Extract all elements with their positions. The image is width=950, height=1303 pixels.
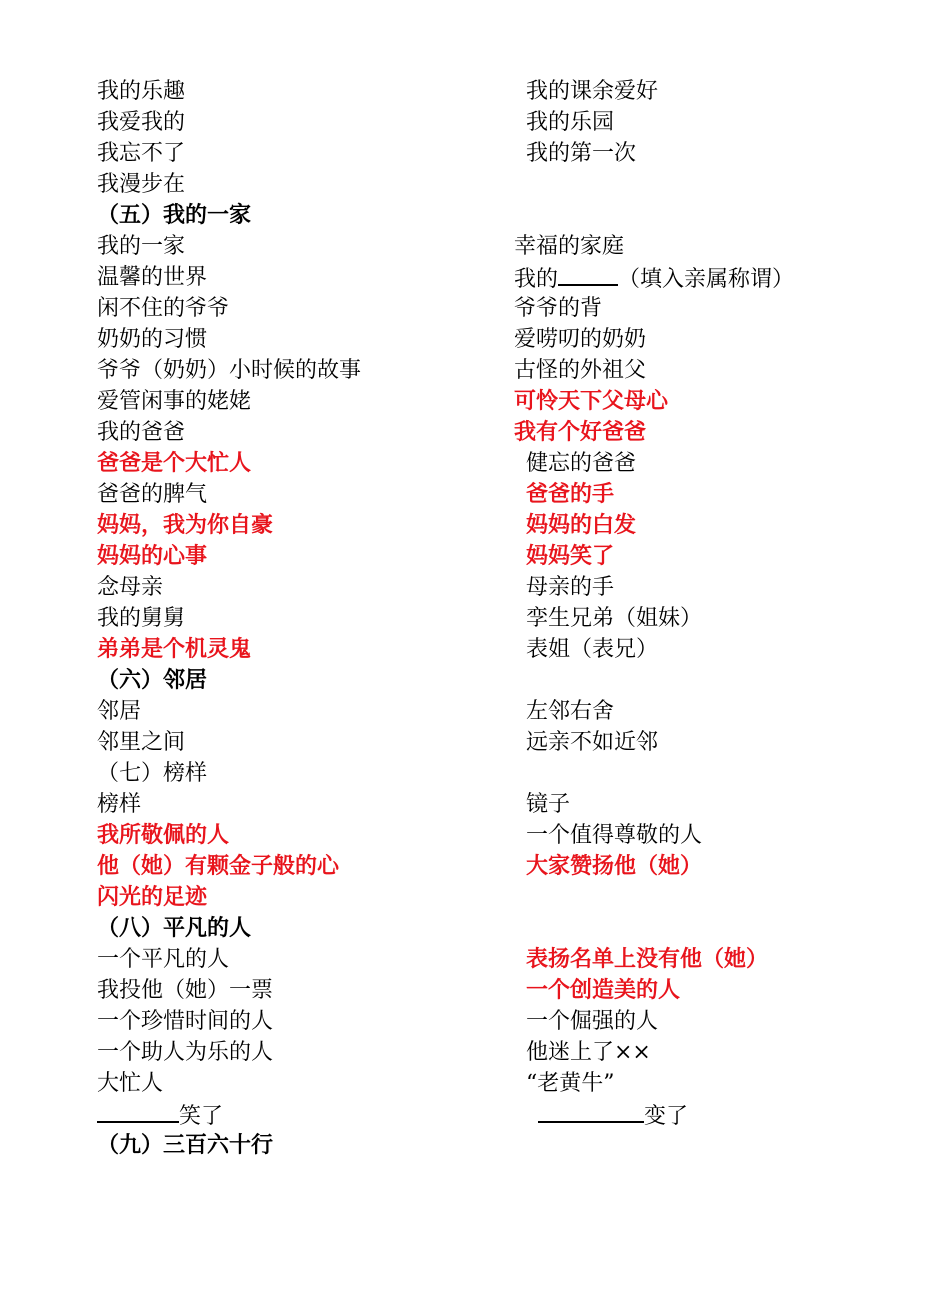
topic-item: 邻里之间 [97,730,186,755]
topic-item: 爸爸的脾气 [97,482,208,507]
topic-item: 我的一家 [97,234,186,259]
topic-item-highlighted: 一个创造美的人 [526,977,681,1003]
topic-item-highlighted: 妈妈的白发 [526,512,637,538]
topic-item: 健忘的爸爸 [526,451,637,476]
topic-item-highlighted: 弟弟是个机灵鬼 [97,636,252,662]
topic-item: 一个助人为乐的人 [97,1040,274,1065]
topic-item-with-blank [538,1099,688,1130]
topic-item: 他迷上了×× [526,1040,651,1065]
topic-item: 我的乐趣 [97,79,186,104]
topic-item: 镜子 [526,792,571,817]
topic-item: 我的舅舅 [97,606,186,631]
section-heading: （六）邻居 [97,667,208,693]
topic-item-highlighted: 闪光的足迹 [97,884,208,910]
fill-in-blank [538,1099,644,1123]
topic-item: 幸福的家庭 [514,234,625,259]
topic-item-highlighted: 我有个好爸爸 [514,419,647,445]
topic-item: 一个平凡的人 [97,947,230,972]
topic-item: 一个值得尊敬的人 [526,823,703,848]
topic-item: 爷爷的背 [514,296,603,321]
topic-item: 爷爷（奶奶）小时候的故事 [97,358,362,383]
section-heading: （五）我的一家 [97,202,252,228]
topic-item: 我漫步在 [97,172,186,197]
topic-item: 表姐（表兄） [526,637,659,662]
topic-item: 我投他（她）一票 [97,978,274,1003]
topic-item: 一个倔强的人 [526,1009,659,1034]
blank-hint: （填入亲属称谓） [618,267,795,292]
topic-item-highlighted: 大家赞扬他（她） [526,853,703,879]
section-heading: （九）三百六十行 [97,1132,274,1158]
topic-item: 奶奶的习惯 [97,327,208,352]
topic-item-highlighted: 爸爸是个大忙人 [97,450,252,476]
topic-item: 孪生兄弟（姐妹） [526,606,703,631]
section-heading: （七）榜样 [97,761,208,786]
topic-item-highlighted: 我所敬佩的人 [97,822,230,848]
topic-item: 我的第一次 [526,141,637,166]
topic-item: 温馨的世界 [97,265,208,290]
topic-item-highlighted: 他（她）有颗金子般的心 [97,853,340,879]
topic-item: 闲不住的爷爷 [97,296,230,321]
topic-item: 母亲的手 [526,575,615,600]
section-heading: （八）平凡的人 [97,915,252,941]
topic-item: 我的乐园 [526,110,615,135]
blank-suffix: 变了 [644,1104,689,1129]
topic-item: 念母亲 [97,575,164,600]
topic-item: 远亲不如近邻 [526,730,659,755]
topic-item: 爱管闲事的姥姥 [97,389,252,414]
topic-item: 我爱我的 [97,110,186,135]
topic-item-with-blank [514,262,794,293]
fill-in-blank [558,262,618,286]
topic-item-highlighted: 可怜天下父母心 [514,388,669,414]
topic-item: 左邻右舍 [526,699,615,724]
topic-item: 我的爸爸 [97,420,186,445]
topic-item: “老黄牛” [526,1071,615,1096]
topic-item: 榜样 [97,792,142,817]
topic-item: 我忘不了 [97,141,186,166]
topic-item-highlighted: 妈妈笑了 [526,543,615,569]
blank-prefix: 我的 [514,267,559,292]
topic-item-with-blank [97,1099,223,1130]
topic-item-highlighted: 妈妈的心事 [97,543,208,569]
topic-item: 古怪的外祖父 [514,358,647,383]
topic-item: 我的课余爱好 [526,79,659,104]
fill-in-blank [97,1099,179,1123]
topic-item: 邻居 [97,699,142,724]
topic-item-highlighted: 表扬名单上没有他（她） [526,946,769,972]
topic-item: 一个珍惜时间的人 [97,1009,274,1034]
blank-suffix: 笑了 [179,1104,224,1129]
topic-item-highlighted: 妈妈，我为你自豪 [97,512,274,538]
topic-item: 爱唠叨的奶奶 [514,327,647,352]
topic-item-highlighted: 爸爸的手 [526,481,615,507]
topic-item: 大忙人 [97,1071,164,1096]
